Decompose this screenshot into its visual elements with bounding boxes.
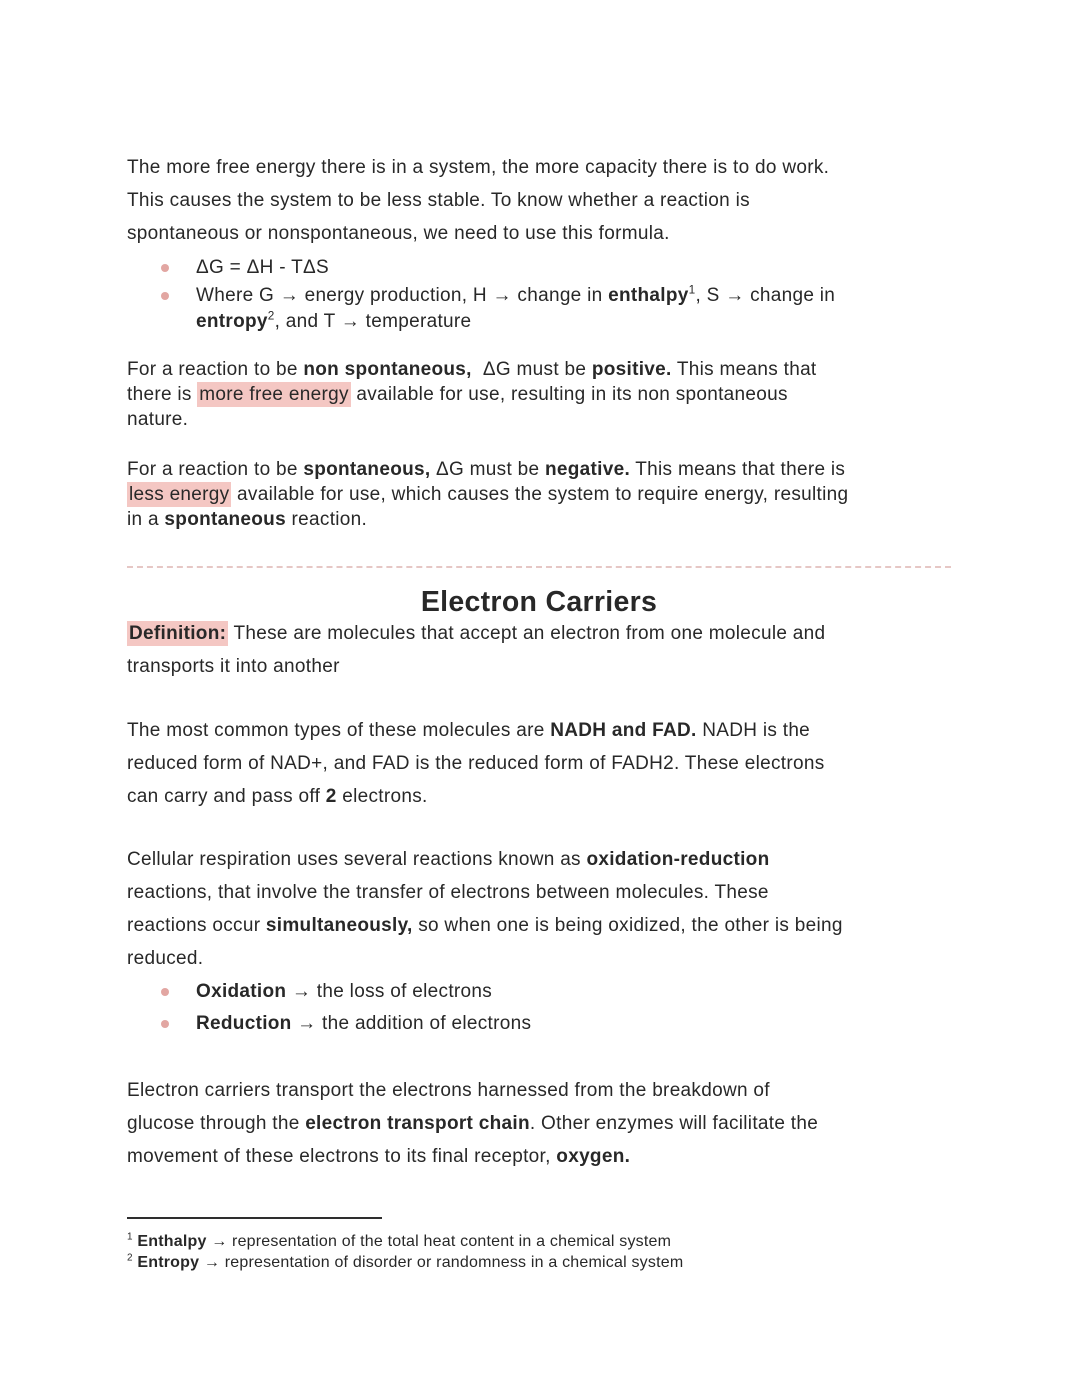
text-run: there is [127,384,198,405]
text-run: 1 [688,283,696,297]
text-run: electron transport chain [305,1113,530,1134]
formula-bullet-list [127,255,951,335]
text-run: 2 [127,1252,133,1264]
text-run: reactions, that involve the transfer of electrons between molecules. These [127,882,769,903]
dashed-section-divider [127,566,951,568]
footnotes [127,1231,951,1273]
text-run: movement of these electrons to its final receptor, [127,1146,557,1167]
list-item [127,283,951,335]
text-run: Entropy [137,1254,200,1271]
text-run: reduced form of NAD+, and FAD is the reduced form of FADH2. These electrons [127,753,825,774]
list-item-text [196,979,951,1005]
text-run: The more free energy there is in a system, the more capacity there is to do work. [127,157,830,178]
text-run: oxygen. [556,1146,631,1167]
text-run: more free energy [199,384,349,405]
text-run: available for use, resulting in its non spontaneous [350,384,788,405]
text-run: Enthalpy [137,1233,207,1250]
text-run: For a reaction to be [127,459,304,480]
text-run: The most common types of these molecules are [127,720,551,741]
text-run: entropy [196,311,268,332]
text-run: nature. [127,409,189,430]
text-run: spontaneous, [303,459,431,480]
text-run: spontaneous or nonspontaneous, we need to use this formula. [127,223,670,244]
text-run: Oxidation [196,981,287,1002]
text-run: electrons. [336,786,428,807]
text-run: NADH and FAD. [550,720,697,741]
text-run: available for use, which causes the system to require energy, resulting [231,484,849,505]
text-run: This causes the system to be less stable. To know whether a reaction is [127,190,750,211]
text-run: oxidation-reduction [586,849,770,870]
text-run: negative. [544,459,631,480]
bullet-icon [161,264,169,272]
text-run: This means that [671,359,817,380]
text-run: less energy [129,484,230,505]
bullet-icon [161,988,169,996]
list-item [127,255,951,281]
section-heading: Electron Carriers [420,586,658,618]
redox-paragraph [127,843,951,975]
text-run: , and T → temperature [274,311,472,332]
text-run: so when one is being oxidized, the other is being [412,915,843,936]
text-run: transports it into another [127,656,340,677]
bullet-icon [161,1020,169,1028]
text-run: reactions occur [127,915,266,936]
bullet-icon [161,292,169,300]
nonspontaneous-paragraph [127,357,951,432]
text-run: Cellular respiration uses several reactions known as [127,849,587,870]
text-run: spontaneous [164,509,286,530]
text-run: reduced. [127,948,204,969]
text-run: ΔG = ΔH - TΔS [196,257,329,278]
list-item-text [196,255,951,281]
text-run: glucose through the [127,1113,306,1134]
text-run: enthalpy [608,285,689,306]
text-run: → the loss of electrons [286,981,493,1002]
text-run: Electron carriers transport the electrons harnessed from the breakdown of [127,1080,770,1101]
redox-bullet-list [127,979,951,1037]
definition-paragraph [127,617,951,683]
text-run: simultaneously, [265,915,413,936]
text-column [127,0,951,1397]
list-item [127,979,951,1005]
text-run: ΔG must be [430,459,545,480]
text-run: Definition: [129,623,227,644]
text-run: → representation of disorder or randomness in a chemical system [199,1254,684,1271]
text-run: Where G → energy production, H → change in [196,285,609,306]
list-item [127,1011,951,1037]
list-item-text [196,283,951,335]
text-run: positive. [591,359,672,380]
text-run: can carry and pass off [127,786,326,807]
text-run: . Other enzymes will facilitate the [529,1113,819,1134]
text-run: → the addition of electrons [291,1013,532,1034]
spontaneous-paragraph [127,457,951,532]
transport-paragraph [127,1074,951,1173]
footnote-separator [127,1217,382,1219]
text-run: 1 [127,1231,133,1243]
text-run: This means that there is [630,459,846,480]
text-run: → representation of the total heat content in a chemical system [206,1233,672,1250]
text-run: 2 [267,309,275,323]
carriers-paragraph [127,714,951,813]
text-run: These are molecules that accept an electron from one molecule and [228,623,826,644]
text-run: NADH is the [696,720,811,741]
text-run: in a [127,509,165,530]
text-run: Reduction [196,1013,292,1034]
list-item-text [196,1011,951,1037]
text-run: , S → change in [695,285,836,306]
text-run: non spontaneous, [303,359,472,380]
text-run: reaction. [285,509,368,530]
text-run: ΔG must be [471,359,592,380]
text-run: 2 [325,786,337,807]
text-run: For a reaction to be [127,359,304,380]
intro-paragraph [127,151,951,250]
